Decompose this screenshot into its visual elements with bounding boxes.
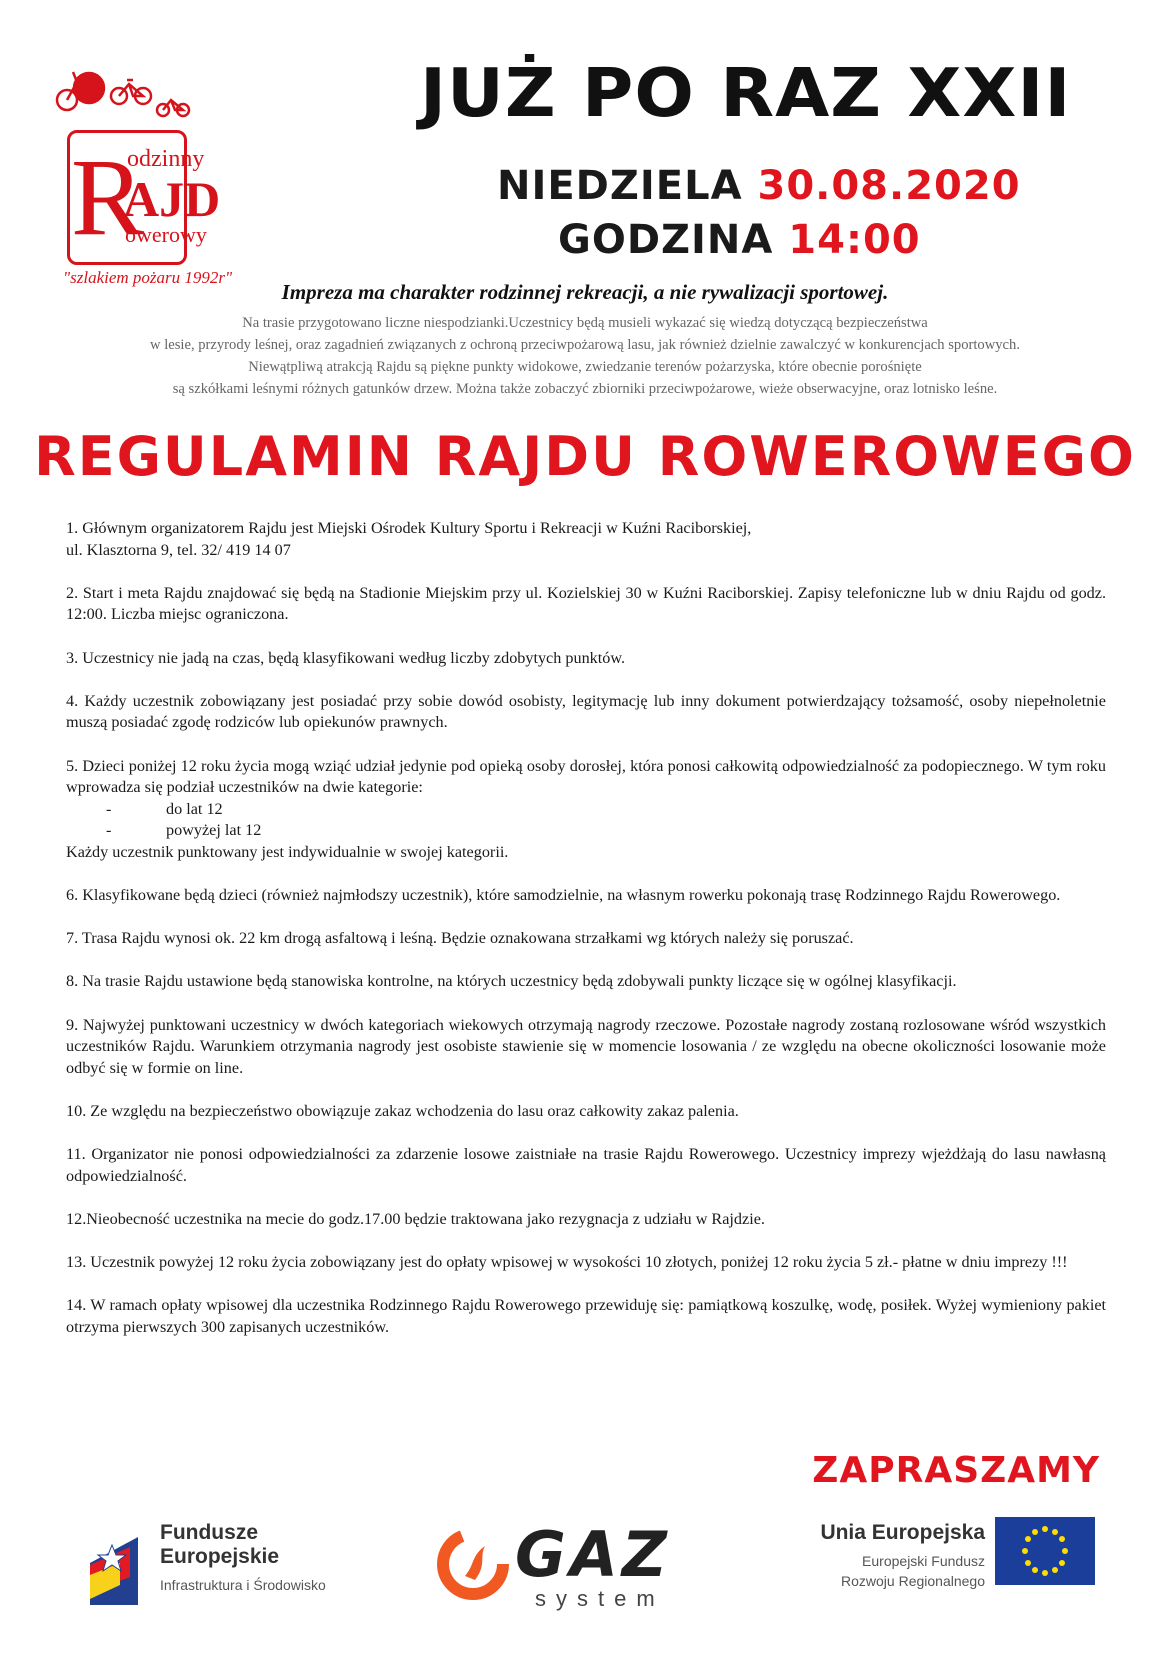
rule-14: 14. W ramach opłaty wpisowej dla uczestnika Rodzinnego Rajdu Rowerowego przewiduję się: pamiątkową koszulkę, wodę, posiłek. Wyżej wymieniony pakiet otrzyma pierwszych 300 zapisanych uczestników. (66, 1296, 1106, 1336)
headline: JUŻ PO RAZ XXII (420, 54, 1072, 132)
tagline: Impreza ma charakter rodzinnej rekreacji, a nie rywalizacji sportowej. (281, 280, 889, 304)
rule-4: 4. Każdy uczestnik zobowiązany jest posiadać przy sobie dowód osobisty, legitymację lub inny dokument potwierdzający tożsamość, osoby niepełnoletnie muszą posiadać zgodę rodziców lub opiekunów prawnych. (66, 691, 1106, 732)
intro-text (60, 312, 1110, 400)
gaz-flame-icon (435, 1524, 515, 1604)
rule-5-end: Każdy uczestnik punktowany jest indywidualnie w swojej kategorii. (66, 842, 509, 861)
rule-6: 6. Klasyfikowane będą dzieci (również najmłodszy uczestnik), które samodzielnie, na własnym rowerku pokonają trasę Rodzinnego Rajdu Rowerowego. (66, 886, 1061, 905)
rule-3: 3. Uczestnicy nie jadą na czas, będą klasyfikowani według liczby zdobytych punktów. (66, 648, 626, 667)
intro-line: są szkółkami leśnymi różnych gatunków drzew. Można także zobaczyć zbiorniki przeciwpożarowe, wieże obserwacyjne, oraz lotnisko leśne. (172, 381, 998, 397)
category-label: powyżej lat 12 (166, 821, 262, 840)
intro-line: Na trasie przygotowano liczne niespodzianki.Uczestnicy będą musieli wykazać się wiedzą dotyczącą bezpieczeństwa (242, 315, 928, 331)
gaz-system-logo (435, 1520, 735, 1610)
category-label: do lat 12 (166, 799, 223, 818)
event-date: 30.08.2020 (757, 163, 1021, 209)
rule-5 (66, 756, 1106, 864)
category-item (66, 799, 1106, 821)
event-hour: 14:00 (788, 217, 921, 263)
regulations-title: REGULAMIN RAJDU ROWEROWEGO (34, 425, 1136, 488)
category-item (66, 820, 1106, 842)
rule-13: 13. Uczestnik powyżej 12 roku życia zobowiązany jest do opłaty wpisowej w wysokości 10 złotych, poniżej 12 roku życia 5 zł.- płatne w dniu imprezy !!! (66, 1253, 1068, 1272)
rule-5-text: 5. Dzieci poniżej 12 roku życia mogą wziąć udział jedynie pod opieką osoby dorosłej, która ponosi całkowitą odpowiedzialność za podopiecznego. W tym roku wprowadza się podział uczestników na dwie kategorie: (66, 756, 1106, 797)
rule-7: 7. Trasa Rajdu wynosi ok. 22 km drogą asfaltową i leśną. Będzie oznakowana strzałkami wg których należy się poruszać. (66, 929, 854, 948)
bicycles-icon (55, 60, 205, 130)
dash: - (106, 799, 112, 818)
hour-label: GODZINA (558, 217, 774, 263)
rule-1-line2: ul. Klasztorna 9, tel. 32/ 419 14 07 (66, 540, 291, 559)
eu-line1: Unia Europejska (820, 1521, 985, 1544)
logo-line2: AJD (123, 171, 221, 227)
rule-12: 12.Nieobecność uczestnika na mecie do godz.17.00 będzie traktowana jako rezygnacja z udziału w Rajdzie. (66, 1210, 765, 1228)
dash: - (106, 821, 112, 840)
rules-list (66, 518, 1106, 1360)
logo-slogan: "szlakiem pożaru 1992r" (63, 268, 233, 287)
day-label: NIEDZIELA (497, 163, 743, 209)
logo-line1: odzinny (127, 146, 205, 172)
rule-9: 9. Najwyżej punktowani uczestnicy w dwóch kategoriach wiekowych otrzymają nagrody rzeczowe. Pozostałe nagrody zostaną rozlosowane wśród wszystkich uczestników Rajdu. Warunkiem otrzymania nagrody jest osobiste stawienie się w momencie losowania / ze względu na obecne okoliczności losowanie może odbyć się w formie on line. (66, 1015, 1106, 1077)
fe-line1: Fundusze (160, 1521, 258, 1544)
rule-2: 2. Start i meta Rajdu znajdować się będą na Stadionie Miejskim przy ul. Kozielskiej 30 w Kuźni Raciborskiej. Zapisy telefoniczne lub w dniu Rajdu od godz. 12:00. Liczba miejsc ograniczona. (66, 583, 1106, 624)
fe-logo (90, 1515, 370, 1605)
rule-11: 11. Organizator nie ponosi odpowiedzialności za zdarzenie losowe zaistniałe na trasie Rajdu Rowerowego. Uczestnicy imprezy wjeżdżają do lasu nawłasną odpowiedzialność. (66, 1145, 1106, 1185)
eu-line2: Europejski Fundusz (862, 1553, 985, 1569)
eu-flag-icon (995, 1517, 1095, 1585)
eu-logo (800, 1515, 1110, 1605)
gaz-subtitle: system (535, 1586, 665, 1611)
gaz-wordmark: GAZ (515, 1518, 671, 1591)
logo-letter: R (71, 136, 145, 258)
rajd-logo (55, 60, 233, 287)
eu-funds-star-icon (90, 1515, 150, 1605)
time-line (558, 216, 921, 264)
fe-line3: Infrastruktura i Środowisko (160, 1577, 326, 1593)
eu-line3: Rozwoju Regionalnego (841, 1573, 985, 1589)
rule-1-line1: 1. Głównym organizatorem Rajdu jest Miejski Ośrodek Kultury Sportu i Rekreacji w Kuźni Raciborskiej, (66, 519, 752, 537)
intro-line: w lesie, przyrody leśnej, oraz zagadnień związanych z ochroną przeciwpożarową lasu, jak również dzielnie zawalczyć w konkurencjach sportowych. (150, 337, 1020, 353)
date-line (497, 162, 1021, 210)
intro-line: Niewątpliwą atrakcją Rajdu są piękne punkty widokowe, zwiedzanie terenów pożarzyska, które obecnie porośnięte (248, 359, 922, 375)
rule-8: 8. Na trasie Rajdu ustawione będą stanowiska kontrolne, na których uczestnicy będą zdobywali punkty liczące się w ogólnej klasyfikacji. (66, 972, 957, 991)
rule-10: 10. Ze względu na bezpieczeństwo obowiązuje zakaz wchodzenia do lasu oraz całkowity zakaz palenia. (66, 1102, 739, 1121)
closing-invite: ZAPRASZAMY (812, 1450, 1100, 1491)
logo-line3: owerowy (125, 222, 207, 247)
fe-line2: Europejskie (160, 1545, 280, 1568)
rule-1 (66, 518, 1106, 561)
